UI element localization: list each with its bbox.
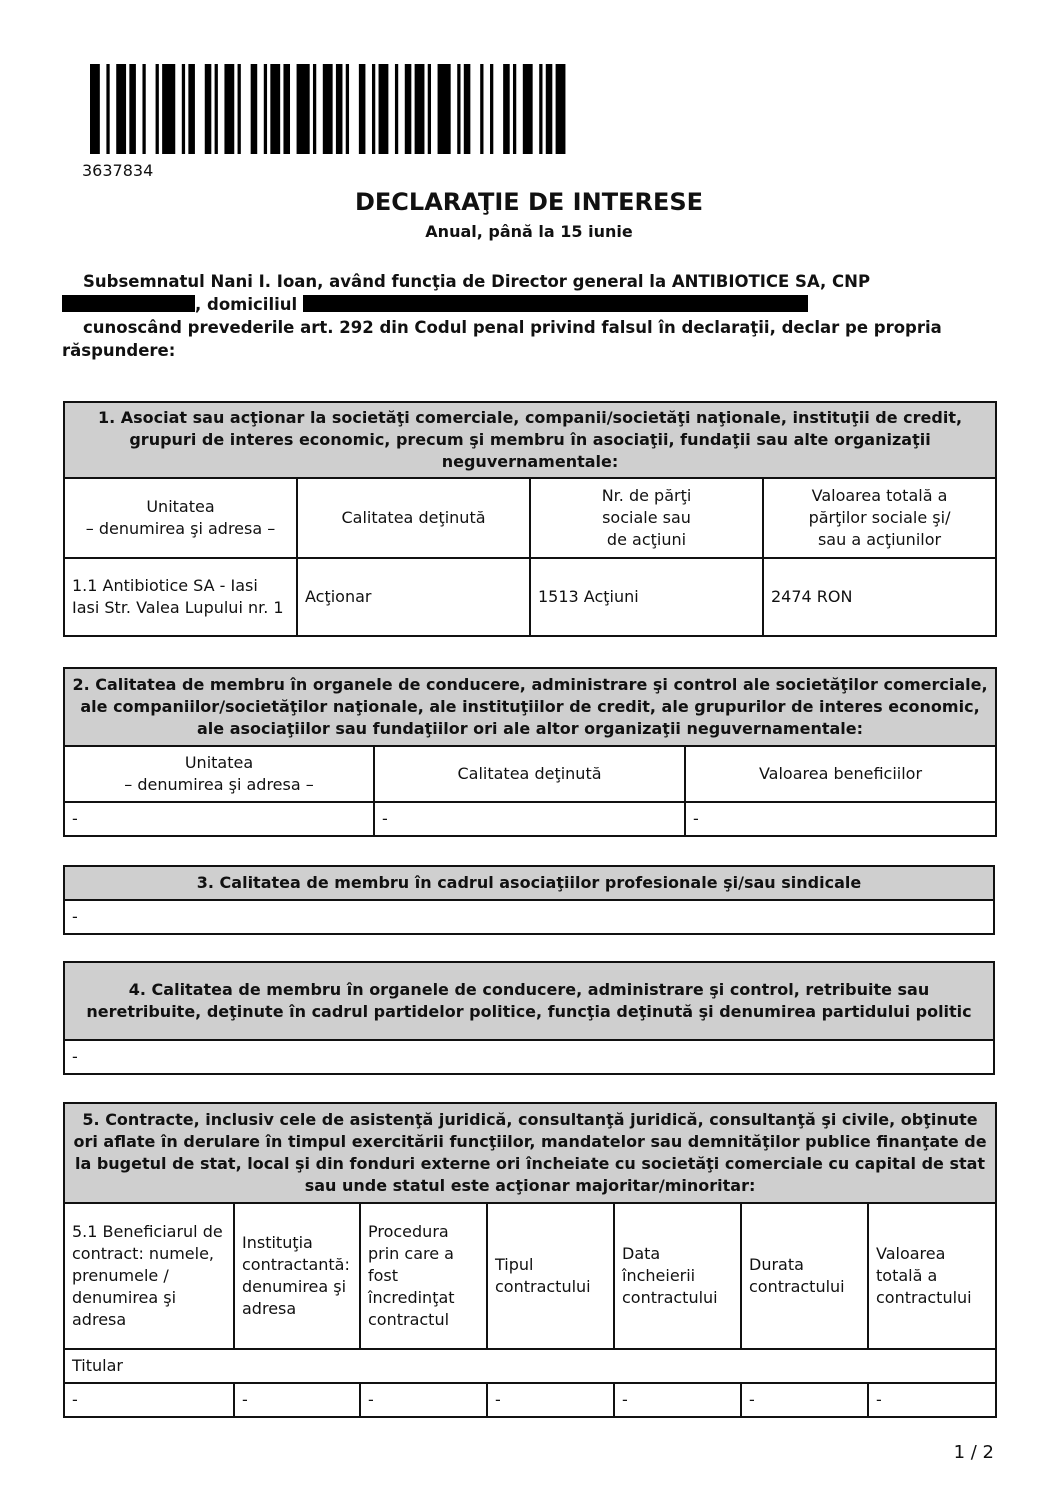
table-row xyxy=(64,802,996,836)
section-1-table xyxy=(63,401,997,637)
barcode-image xyxy=(90,64,572,154)
s5-col-procedure: Procedura prin care a fost încredinţat contractul xyxy=(360,1203,487,1349)
s1-cell-value: 2474 RON xyxy=(763,558,996,636)
redacted-cnp xyxy=(62,295,195,312)
section-3-heading: 3. Calitatea de membru în cadrul asociaţiilor profesionale şi/sau sindicale xyxy=(64,866,994,900)
section-5-heading: 5. Contracte, inclusiv cele de asistenţă juridică, consultanţă juridică, consultanţă şi civile, obţinute ori aflate în derulare în timpul exercitării funcţiilor, mandatelor sau demnităţilor publice finanţate de la bugetul de stat, local şi din fonduri externe ori încheiate cu societăţi comerciale cu capital de stat sau unde statul este acţionar majoritar/minoritar: xyxy=(64,1103,996,1203)
s5-cell-duration: - xyxy=(741,1383,868,1417)
intro-line-1: Subsemnatul Nani I. Ioan, având funcţia de Director general la ANTIBIOTICE SA, CNP xyxy=(83,272,871,291)
s5-col-type: Tipul contractului xyxy=(487,1203,614,1349)
barcode-number: 3637834 xyxy=(82,161,154,180)
s2-cell-unit: - xyxy=(64,802,374,836)
section-4-heading: 4. Calitatea de membru în organele de conducere, administrare şi control, retribuite sau neretribuite, deţinute în cadrul partidelor politice, funcţia deţinută şi denumirea partidului politic xyxy=(64,962,994,1040)
document-subtitle: Anual, până la 15 iunie xyxy=(425,222,633,241)
section-2-heading: 2. Calitatea de membru în organele de conducere, administrare şi control ale societăţilor comerciale, ale companiilor/societăţilor naţionale, ale instituţiilor de credit, ale grupurilor de interes economic, ale asociaţiilor sau fundaţiilor ori ale altor organizaţii neguvernamentale: xyxy=(64,668,996,746)
s5-group-titular: Titular xyxy=(64,1349,996,1383)
s1-cell-unit: 1.1 Antibiotice SA - Iasi Iasi Str. Valea Lupului nr. 1 xyxy=(64,558,297,636)
s5-cell-institution: - xyxy=(234,1383,360,1417)
section-5-table xyxy=(63,1102,997,1418)
section-3-table xyxy=(63,865,995,935)
s5-cell-beneficiary: - xyxy=(64,1383,234,1417)
page-number: 1 / 2 xyxy=(953,1442,994,1463)
section-4-table xyxy=(63,961,995,1075)
s2-col-role: Calitatea deţinută xyxy=(374,746,685,802)
s1-cell-role: Acţionar xyxy=(297,558,530,636)
s5-cell-procedure: - xyxy=(360,1383,487,1417)
section-2-table xyxy=(63,667,997,837)
s1-col-shares: Nr. de părţi sociale sau de acţiuni xyxy=(530,478,763,558)
s1-cell-shares: 1513 Acţiuni xyxy=(530,558,763,636)
redacted-address xyxy=(303,295,808,312)
s5-col-duration: Durata contractului xyxy=(741,1203,868,1349)
s1-col-unit: Unitatea – denumirea şi adresa – xyxy=(64,478,297,558)
s2-cell-role: - xyxy=(374,802,685,836)
s5-col-value: Valoarea totală a contractului xyxy=(868,1203,996,1349)
document-title: DECLARAŢIE DE INTERESE xyxy=(354,188,704,216)
s5-cell-date: - xyxy=(614,1383,741,1417)
s2-col-unit: Unitatea – denumirea şi adresa – xyxy=(64,746,374,802)
table-row xyxy=(64,1383,996,1417)
s5-col-beneficiary: 5.1 Beneficiarul de contract: numele, prenumele / denumirea şi adresa xyxy=(64,1203,234,1349)
table-row xyxy=(64,558,996,636)
intro-line-4: răspundere: xyxy=(62,341,176,360)
s3-cell-value: - xyxy=(64,900,994,934)
s2-col-benefits: Valoarea beneficiilor xyxy=(685,746,996,802)
s5-cell-value: - xyxy=(868,1383,996,1417)
s5-col-date: Data încheierii contractului xyxy=(614,1203,741,1349)
s1-col-value: Valoarea totală a părţilor sociale şi/ sau a acţiunilor xyxy=(763,478,996,558)
s1-col-role: Calitatea deţinută xyxy=(297,478,530,558)
s4-cell-value: - xyxy=(64,1040,994,1074)
intro-line-3: cunoscând prevederile art. 292 din Codul penal privind falsul în declaraţii, declar pe propria xyxy=(83,318,942,337)
intro-cnp-suffix: , domiciliul xyxy=(195,295,298,314)
section-1-heading: 1. Asociat sau acţionar la societăţi comerciale, companii/societăţi naţionale, instituţii de credit, grupuri de interes economic, precum şi membru în asociaţii, fundaţii sau alte organizaţii neguvernamentale: xyxy=(64,402,996,478)
intro-paragraph xyxy=(62,270,962,362)
s5-col-institution: Instituţia contractantă: denumirea şi adresa xyxy=(234,1203,360,1349)
s2-cell-benefits: - xyxy=(685,802,996,836)
s5-cell-type: - xyxy=(487,1383,614,1417)
